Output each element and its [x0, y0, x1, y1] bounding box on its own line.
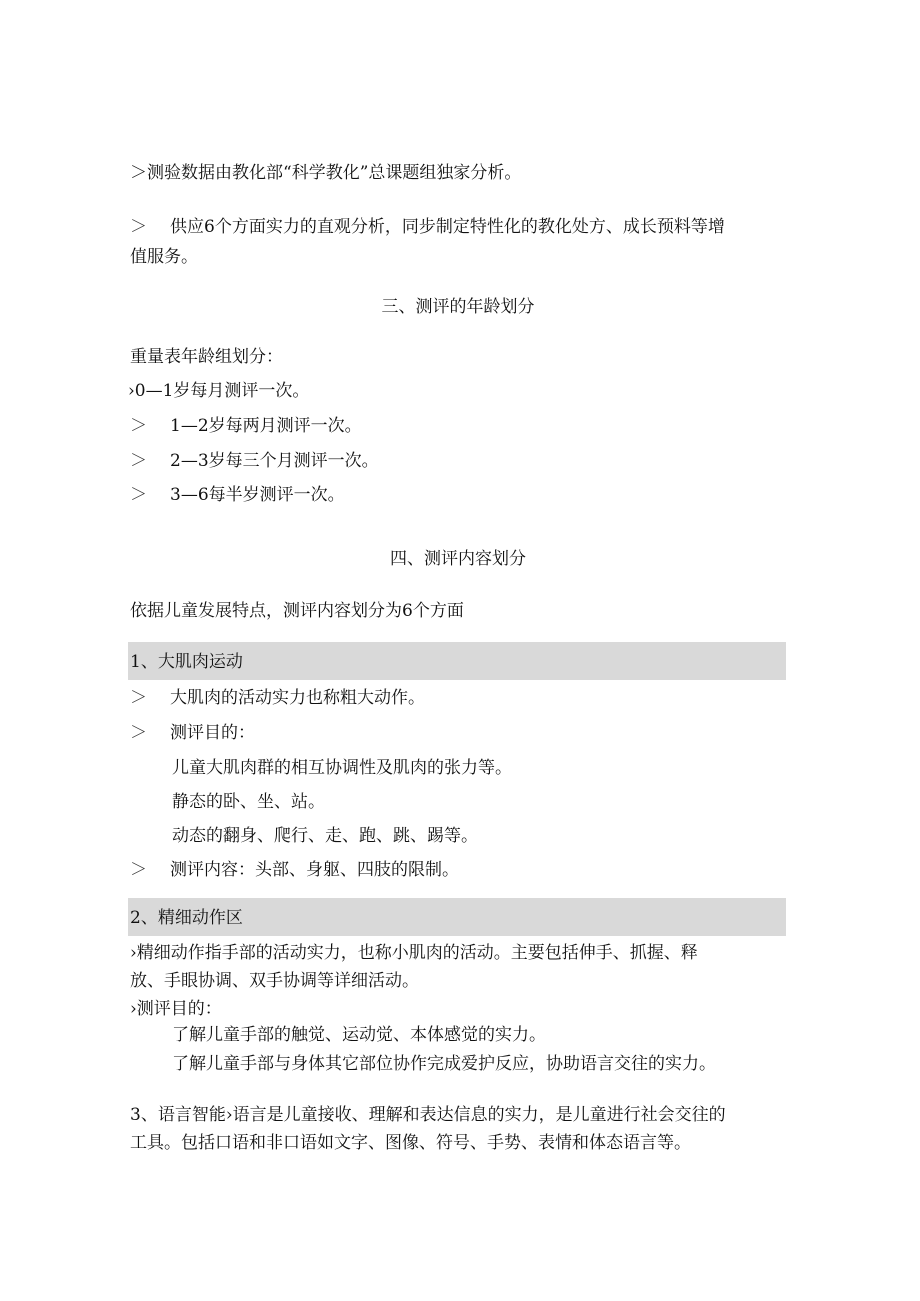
- area-1-purpose-3: 动态的翻身、爬行、走、跑、跳、踢等。: [172, 826, 478, 846]
- area-1-title: 1、大肌肉运动: [130, 652, 243, 672]
- area-2-heading-band: [128, 898, 786, 936]
- age-item-3-6: 3—6每半岁测评一次。: [170, 485, 345, 505]
- age-item-1-2: 1—2岁每两月测评一次。: [170, 416, 362, 436]
- area-1-definition: 大肌肉的活动实力也称粗大动作。: [170, 688, 425, 708]
- age-item-2-3: 2—3岁每三个月测评一次。: [170, 451, 379, 471]
- bullet-icon: ＞: [130, 860, 147, 880]
- area-2-purpose-1: 了解儿童手部的触觉、运动觉、本体感觉的实力。: [172, 1025, 546, 1045]
- area-2-title: 2、精细动作区: [130, 908, 243, 928]
- area-2-line-1: ›精细动作指手部的活动实力，也称小肌肉的活动。主要包括伸手、抓握、释: [130, 943, 698, 963]
- area-1-purpose-2: 静态的卧、坐、站。: [172, 792, 325, 812]
- area-2-purpose-2: 了解儿童手部与身体其它部位协作完成爱护反应，协助语言交往的实力。: [172, 1054, 716, 1074]
- area-2-purpose-label: ›测评目的：: [130, 999, 222, 1019]
- area-1-purpose-1: 儿童大肌肉群的相互协调性及肌肉的张力等。: [172, 758, 512, 778]
- age-item-0-1: ›0—1岁每月测评一次。: [128, 381, 310, 401]
- bullet-icon: ＞: [130, 416, 147, 436]
- area-1-content: 测评内容：头部、身躯、四肢的限制。: [170, 860, 459, 880]
- service-line-2: 值服务。: [130, 247, 198, 267]
- bullet-icon: ＞: [130, 723, 147, 743]
- area-3-line-1: 3、语言智能›语言是儿童接收、理解和表达信息的实力，是儿童进行社会交往的: [130, 1105, 726, 1125]
- service-line-1: 供应6个方面实力的直观分析，同步制定特性化的教化处方、成长预料等增: [170, 217, 725, 237]
- area-2-line-2: 放、手眼协调、双手协调等详细活动。: [130, 971, 419, 991]
- data-analysis-note: ＞测验数据由教化部“科学教化”总课题组独家分析。: [130, 163, 522, 183]
- area-1-purpose-label: 测评目的：: [170, 723, 255, 743]
- bullet-icon: ＞: [130, 217, 147, 237]
- content-intro: 依据儿童发展特点，测评内容划分为6个方面: [130, 601, 464, 621]
- area-3-line-2: 工具。包括口语和非口语如文字、图像、符号、手势、表情和体态语言等。: [130, 1133, 691, 1153]
- bullet-icon: ＞: [130, 485, 147, 505]
- bullet-icon: ＞: [130, 688, 147, 708]
- section-4-heading: 四、测评内容划分: [390, 549, 526, 569]
- area-1-heading-band: [128, 642, 786, 680]
- age-group-intro: 重量表年龄组划分：: [130, 347, 283, 367]
- bullet-icon: ＞: [130, 451, 147, 471]
- section-3-heading: 三、测评的年龄划分: [381, 297, 535, 317]
